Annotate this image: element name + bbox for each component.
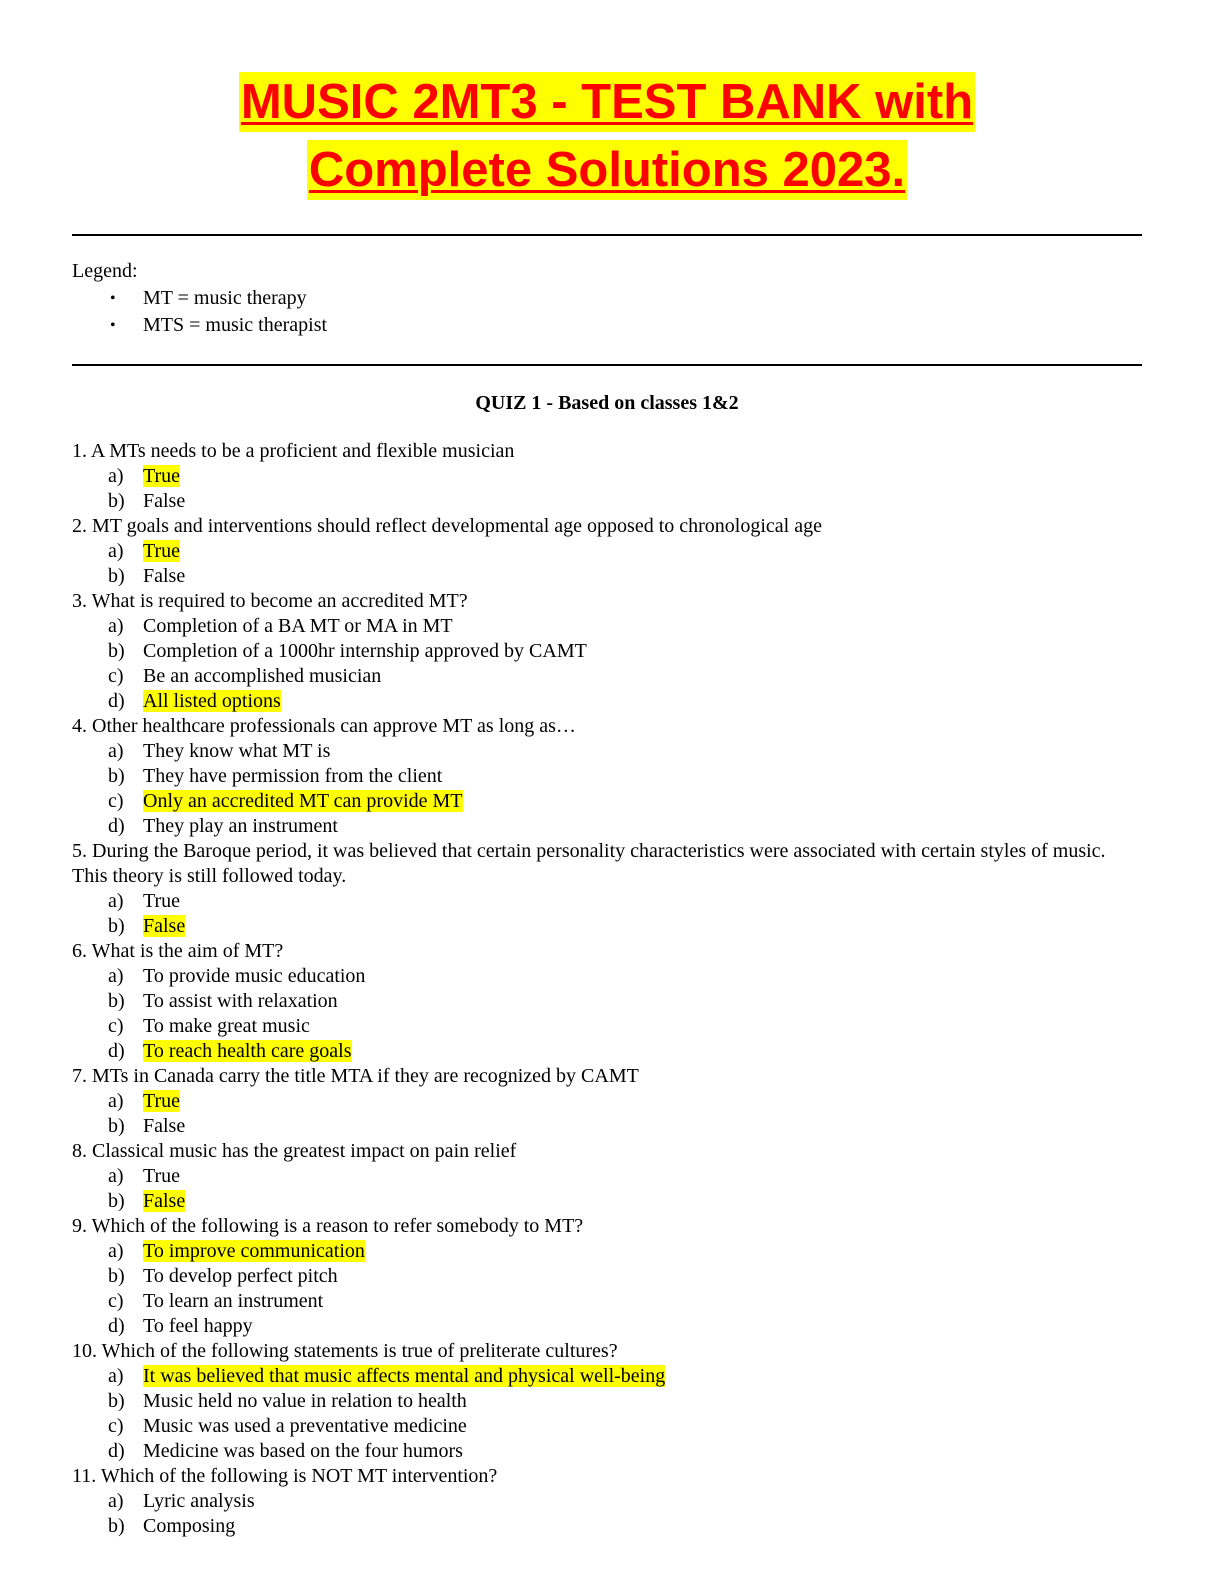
- option-text: To learn an instrument: [143, 1290, 324, 1312]
- option-letter: b): [108, 990, 125, 1012]
- option-text: False: [143, 1115, 186, 1137]
- answer-option: [72, 739, 1137, 764]
- option-text: Music held no value in relation to health: [143, 1390, 467, 1412]
- question-6: [72, 939, 1137, 1064]
- option-text: They play an instrument: [143, 815, 338, 837]
- answer-options: [72, 1364, 1137, 1464]
- option-letter: b): [108, 1115, 125, 1137]
- legend-item: [72, 285, 327, 312]
- option-letter: d): [108, 1040, 125, 1062]
- question-text: 2. MT goals and interventions should reflect developmental age opposed to chronological age: [72, 515, 822, 537]
- option-letter: b): [108, 640, 125, 662]
- option-text: To provide music education: [143, 965, 366, 987]
- option-text: False: [143, 490, 186, 512]
- correct-answer-text: False: [143, 1190, 186, 1212]
- option-letter: d): [108, 815, 125, 837]
- option-letter: b): [108, 1190, 125, 1212]
- option-letter: a): [108, 740, 124, 762]
- question-text: 6. What is the aim of MT?: [72, 940, 284, 962]
- option-letter: d): [108, 1440, 125, 1462]
- question-2: [72, 514, 1137, 589]
- option-letter: d): [108, 1315, 125, 1337]
- legend-list: [72, 285, 327, 339]
- question-7: [72, 1064, 1137, 1139]
- answer-options: [72, 614, 1137, 714]
- question-3: [72, 589, 1137, 714]
- question-1: [72, 439, 1137, 514]
- answer-option: [72, 1439, 1137, 1464]
- question-text: 8. Classical music has the greatest impact on pain relief: [72, 1140, 517, 1162]
- question-text: 3. What is required to become an accredited MT?: [72, 590, 468, 612]
- bottom-divider: [72, 364, 1142, 366]
- answer-option: [72, 964, 1137, 989]
- question-text: 9. Which of the following is a reason to refer somebody to MT?: [72, 1215, 584, 1237]
- question-text: 5. During the Baroque period, it was believed that certain personality characteristics were associated with certain styles of music. This theory is still followed today.: [72, 840, 1106, 887]
- correct-answer-text: True: [143, 1090, 181, 1112]
- answer-option: [72, 764, 1137, 789]
- answer-option: [72, 1364, 1137, 1389]
- correct-answer-text: To improve communication: [143, 1240, 365, 1262]
- answer-option: [72, 1164, 1137, 1189]
- question-text: 4. Other healthcare professionals can approve MT as long as…: [72, 715, 576, 737]
- correct-answer-text: True: [143, 465, 181, 487]
- correct-answer-text: True: [143, 540, 181, 562]
- option-letter: a): [108, 965, 124, 987]
- correct-answer-text: To reach health care goals: [143, 1040, 352, 1062]
- bullet-icon: •: [110, 317, 116, 334]
- answer-option: [72, 564, 1137, 589]
- answer-option: [72, 1089, 1137, 1114]
- option-letter: b): [108, 915, 125, 937]
- option-text: Medicine was based on the four humors: [143, 1440, 463, 1462]
- answer-option: [72, 1489, 1137, 1514]
- option-text: They know what MT is: [143, 740, 331, 762]
- answer-option: [72, 1314, 1137, 1339]
- option-text: Completion of a 1000hr internship approved by CAMT: [143, 640, 587, 662]
- legend-item: [72, 312, 327, 339]
- option-text: False: [143, 565, 186, 587]
- legend-heading: Legend:: [72, 260, 138, 282]
- option-text: To assist with relaxation: [143, 990, 338, 1012]
- answer-option: [72, 1114, 1137, 1139]
- answer-option: [72, 614, 1137, 639]
- option-letter: a): [108, 890, 124, 912]
- bullet-icon: •: [110, 290, 116, 307]
- option-letter: b): [108, 1265, 125, 1287]
- correct-answer-text: False: [143, 915, 186, 937]
- option-letter: c): [108, 790, 124, 812]
- option-letter: c): [108, 1415, 124, 1437]
- question-text: 10. Which of the following statements is true of preliterate cultures?: [72, 1340, 618, 1362]
- answer-option: [72, 1389, 1137, 1414]
- title-line-1: MUSIC 2MT3 - TEST BANK with: [239, 72, 975, 132]
- answer-options: [72, 964, 1137, 1064]
- answer-options: [72, 1239, 1137, 1339]
- option-letter: b): [108, 490, 125, 512]
- question-10: [72, 1339, 1137, 1464]
- correct-answer-text: It was believed that music affects mental and physical well-being: [143, 1365, 666, 1387]
- option-letter: a): [108, 1365, 124, 1387]
- answer-option: [72, 489, 1137, 514]
- question-4: [72, 714, 1137, 839]
- question-5: [72, 839, 1137, 939]
- option-letter: a): [108, 1490, 124, 1512]
- answer-option: [72, 664, 1137, 689]
- answer-options: [72, 1489, 1137, 1539]
- option-text: They have permission from the client: [143, 765, 443, 787]
- question-text: 1. A MTs needs to be a proficient and flexible musician: [72, 440, 515, 462]
- option-letter: a): [108, 615, 124, 637]
- answer-options: [72, 539, 1137, 589]
- title-line-2: Complete Solutions 2023.: [307, 140, 907, 200]
- answer-option: [72, 1189, 1137, 1214]
- option-text: Lyric analysis: [143, 1490, 255, 1512]
- answer-options: [72, 1089, 1137, 1139]
- question-text: 7. MTs in Canada carry the title MTA if they are recognized by CAMT: [72, 1065, 639, 1087]
- answer-option: [72, 1239, 1137, 1264]
- option-text: To feel happy: [143, 1315, 253, 1337]
- option-letter: a): [108, 1240, 124, 1262]
- option-text: Be an accomplished musician: [143, 665, 382, 687]
- answer-option: [72, 539, 1137, 564]
- option-letter: b): [108, 765, 125, 787]
- option-letter: a): [108, 1165, 124, 1187]
- answer-option: [72, 914, 1137, 939]
- answer-option: [72, 1289, 1137, 1314]
- answer-option: [72, 1039, 1137, 1064]
- quiz-title: QUIZ 1 - Based on classes 1&2: [475, 392, 739, 414]
- option-letter: c): [108, 1290, 124, 1312]
- document-title: [72, 72, 1142, 208]
- correct-answer-text: Only an accredited MT can provide MT: [143, 790, 463, 812]
- answer-option: [72, 814, 1137, 839]
- option-letter: b): [108, 1515, 125, 1537]
- option-letter: a): [108, 1090, 124, 1112]
- answer-options: [72, 1164, 1137, 1214]
- option-text: Completion of a BA MT or MA in MT: [143, 615, 453, 637]
- question-11: [72, 1464, 1137, 1539]
- answer-option: [72, 989, 1137, 1014]
- option-text: True: [143, 890, 181, 912]
- answer-option: [72, 1014, 1137, 1039]
- option-text: To make great music: [143, 1015, 310, 1037]
- question-list: [72, 439, 1137, 1539]
- answer-options: [72, 464, 1137, 514]
- legend-item-text: MTS = music therapist: [143, 314, 328, 336]
- question-9: [72, 1214, 1137, 1339]
- answer-option: [72, 1414, 1137, 1439]
- option-letter: a): [108, 540, 124, 562]
- answer-option: [72, 1264, 1137, 1289]
- option-letter: c): [108, 1015, 124, 1037]
- answer-option: [72, 789, 1137, 814]
- answer-option: [72, 464, 1137, 489]
- option-text: To develop perfect pitch: [143, 1265, 338, 1287]
- question-8: [72, 1139, 1137, 1214]
- answer-option: [72, 689, 1137, 714]
- correct-answer-text: All listed options: [143, 690, 281, 712]
- answer-option: [72, 889, 1137, 914]
- question-text: 11. Which of the following is NOT MT intervention?: [72, 1465, 498, 1487]
- legend-item-text: MT = music therapy: [143, 287, 307, 309]
- option-letter: b): [108, 565, 125, 587]
- option-text: Composing: [143, 1515, 236, 1537]
- top-divider: [72, 234, 1142, 236]
- option-letter: c): [108, 665, 124, 687]
- option-letter: a): [108, 465, 124, 487]
- answer-options: [72, 889, 1137, 939]
- option-letter: d): [108, 690, 125, 712]
- answer-options: [72, 739, 1137, 839]
- option-letter: b): [108, 1390, 125, 1412]
- option-text: True: [143, 1165, 181, 1187]
- answer-option: [72, 639, 1137, 664]
- option-text: Music was used a preventative medicine: [143, 1415, 467, 1437]
- answer-option: [72, 1514, 1137, 1539]
- legend: [72, 258, 327, 339]
